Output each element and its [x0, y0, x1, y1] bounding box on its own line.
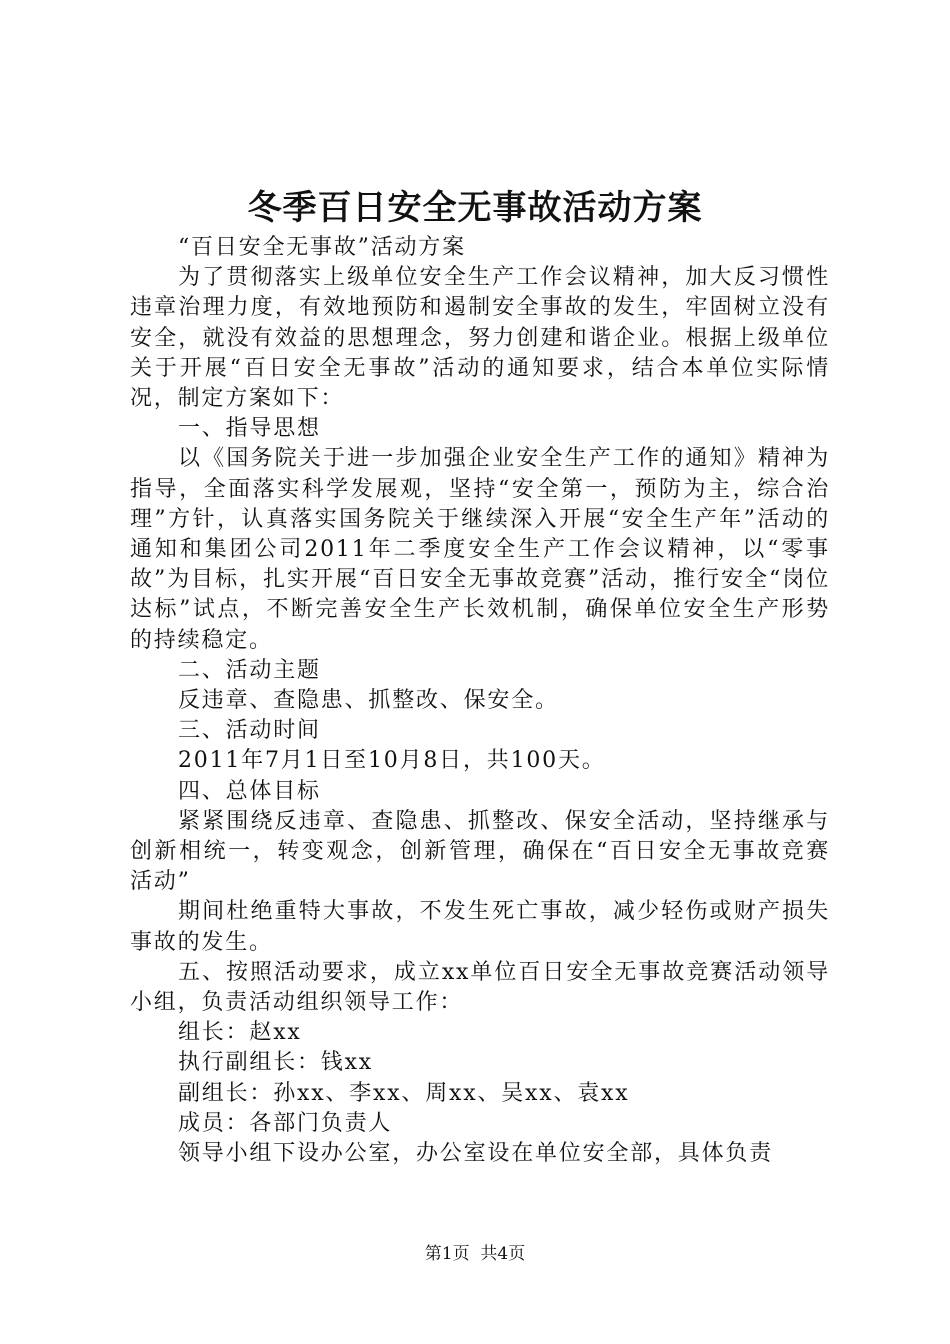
page-number-footer: 第1页 共4页: [424, 1244, 526, 1264]
goal-paragraph: 紧紧围绕反违章、查隐患、抓整改、保安全活动，坚持继承与创新相统一，转变观念，创新管理，确保在“百日安全无事故竞赛活动”: [130, 808, 830, 895]
document-body: [130, 233, 830, 1169]
goal-continuation-paragraph: 期间杜绝重特大事故，不发生死亡事故，减少轻伤或财产损失事故的发生。: [130, 899, 830, 955]
section-heading-theme: 二、活动主题: [178, 657, 321, 683]
theme-paragraph: 反违章、查隐患、抓整改、保安全。: [178, 688, 559, 714]
leader-line: 组长：赵xx: [178, 1020, 302, 1046]
document-title: 冬季百日安全无事故活动方案: [247, 188, 703, 228]
intro-paragraph: 为了贯彻落实上级单位安全生产工作会议精神，加大反习惯性违章治理力度，有效地预防和遏制安全事故的发生，牢固树立没有安全，就没有效益的思想理念，努力创建和谐企业。根据上级单位关于开展“百日安全无事故”活动的通知要求，结合本单位实际情况，制定方案如下：: [130, 265, 830, 412]
deputy-leaders-line: 副组长：孙xx、李xx、周xx、吴xx、袁xx: [178, 1080, 630, 1106]
section-heading-leadership: 五、按照活动要求，成立xx单位百日安全无事故竞赛活动领导小组，负责活动组织领导工作：: [130, 959, 830, 1016]
subtitle-paragraph: “百日安全无事故”活动方案: [178, 235, 466, 260]
section-heading-time: 三、活动时间: [178, 718, 321, 744]
time-paragraph: 2011年7月1日至10月8日，共100天。: [178, 748, 606, 774]
office-paragraph: 领导小组下设办公室，办公室设在单位安全部，具体负责: [178, 1141, 774, 1167]
members-line: 成员：各部门负责人: [178, 1110, 393, 1136]
section-heading-guiding-thought: 一、指导思想: [178, 416, 321, 442]
executive-deputy-line: 执行副组长：钱xx: [178, 1050, 374, 1076]
guiding-thought-paragraph: 以《国务院关于进一步加强企业安全生产工作的通知》精神为指导，全面落实科学发展观，坚持“安全第一，预防为主，综合治理”方针，认真落实国务院关于继续深入开展“安全生产年”活动的通知和集团公司2011年二季度安全生产工作会议精神，以“零事故”为目标，扎实开展“百日安全无事故竞赛”活动，推行安全“岗位达标”试点，不断完善安全生产长效机制，确保单位安全生产形势的持续稳定。: [130, 446, 830, 653]
section-heading-goal: 四、总体目标: [178, 778, 321, 804]
